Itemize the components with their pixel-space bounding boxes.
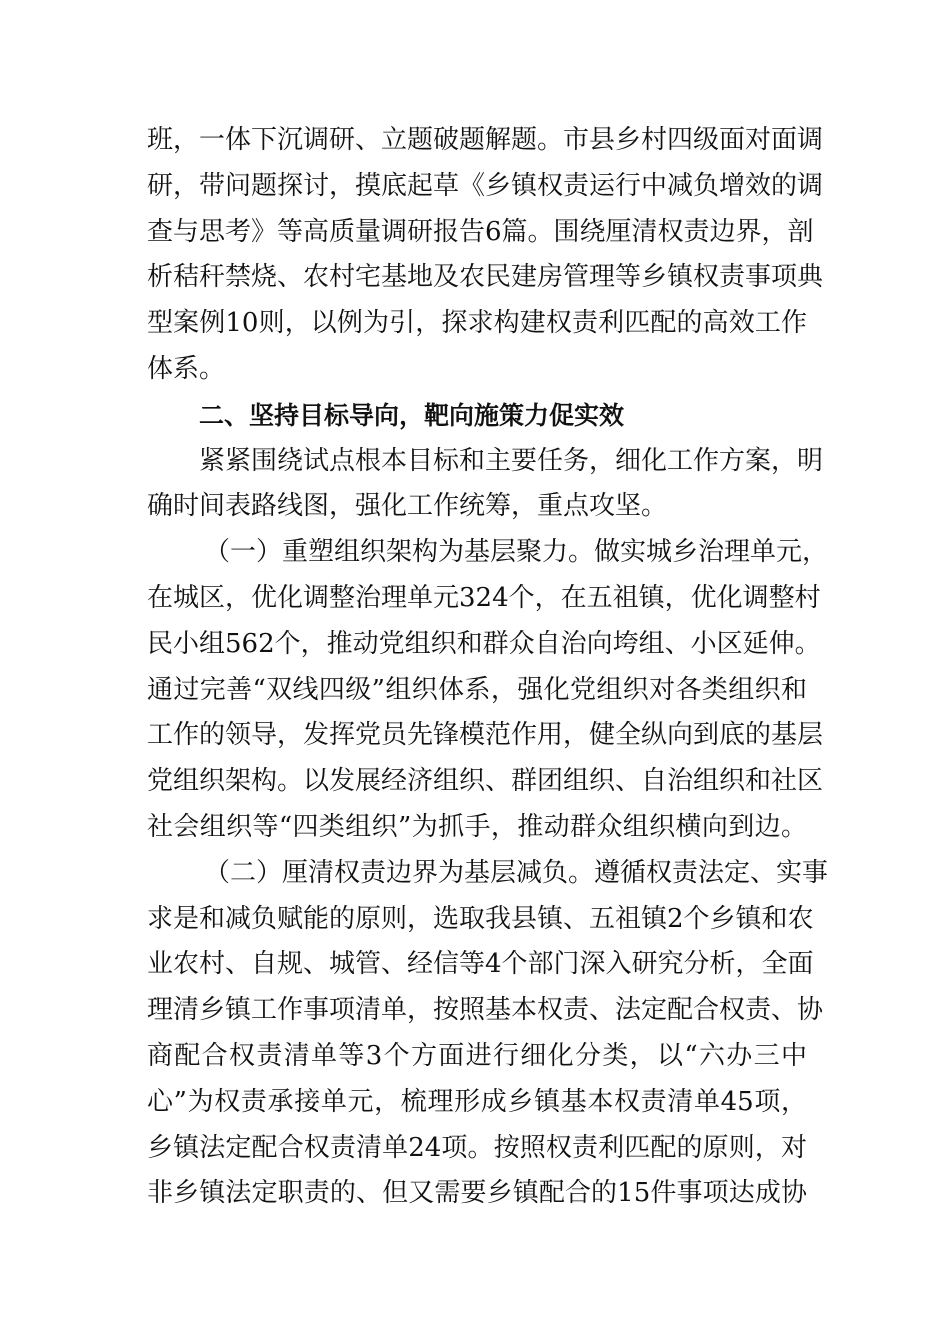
body-line: 析秸秆禁烧、农村宅基地及农民建房管理等乡镇权责事项典 xyxy=(147,262,824,293)
body-line: 党组织架构。以发展经济组织、群团组织、自治组织和社区 xyxy=(147,766,824,797)
body-line: 商配合权责清单等3个方面进行细化分类，以“六办三中 xyxy=(147,1040,807,1071)
body-line: 查与思考》等高质量调研报告6篇。围绕厘清权责边界，剖 xyxy=(147,216,814,247)
body-line: 乡镇法定配合权责清单24项。按照权责利匹配的原则，对 xyxy=(147,1132,807,1163)
body-line: 理清乡镇工作事项清单，按照基本权责、法定配合权责、协 xyxy=(147,995,824,1026)
body-line: 研，带问题探讨，摸底起草《乡镇权责运行中减负增效的调 xyxy=(147,170,824,201)
body-line: 社会组织等“四类组织”为抓手，推动群众组织横向到边。 xyxy=(147,811,807,842)
body-line: 工作的领导，发挥党员先锋模范作用，健全纵向到底的基层 xyxy=(147,720,824,751)
body-line: 确时间表路线图，强化工作统筹，重点攻坚。 xyxy=(147,491,668,522)
body-line: 非乡镇法定职责的、但又需要乡镇配合的15件事项达成协 xyxy=(147,1178,807,1209)
body-line: 在城区，优化调整治理单元324个，在五祖镇，优化调整村 xyxy=(147,582,821,613)
subsection-first-line: （二）厘清权责边界为基层减负。遵循权责法定、实事 xyxy=(204,857,829,888)
body-line: 型案例10则，以例为引，探求构建权责利匹配的高效工作 xyxy=(147,308,807,339)
subsection-first-line: （一）重塑组织架构为基层聚力。做实城乡治理单元， xyxy=(204,537,829,568)
body-line: 班，一体下沉调研、立题破题解题。市县乡村四级面对面调 xyxy=(147,125,824,155)
body-line: 心”为权责承接单元，梳理形成乡镇基本权责清单45项， xyxy=(147,1086,807,1117)
section-heading: 二、坚持目标导向，靶向施策力促实效 xyxy=(199,400,625,430)
body-line: 体系。 xyxy=(147,353,226,384)
paragraph-first-line: 紧紧围绕试点根本目标和主要任务，细化工作方案，明 xyxy=(199,445,824,476)
document-body xyxy=(147,118,829,1217)
body-line: 业农村、自规、城管、经信等4个部门深入研究分析，全面 xyxy=(147,949,814,980)
body-line: 民小组562个，推动党组织和群众自治向垮组、小区延伸。 xyxy=(147,628,821,659)
body-line: 通过完善“双线四级”组织体系，强化党组织对各类组织和 xyxy=(147,674,807,705)
body-line: 求是和减负赋能的原则，选取我县镇、五祖镇2个乡镇和农 xyxy=(147,903,814,934)
